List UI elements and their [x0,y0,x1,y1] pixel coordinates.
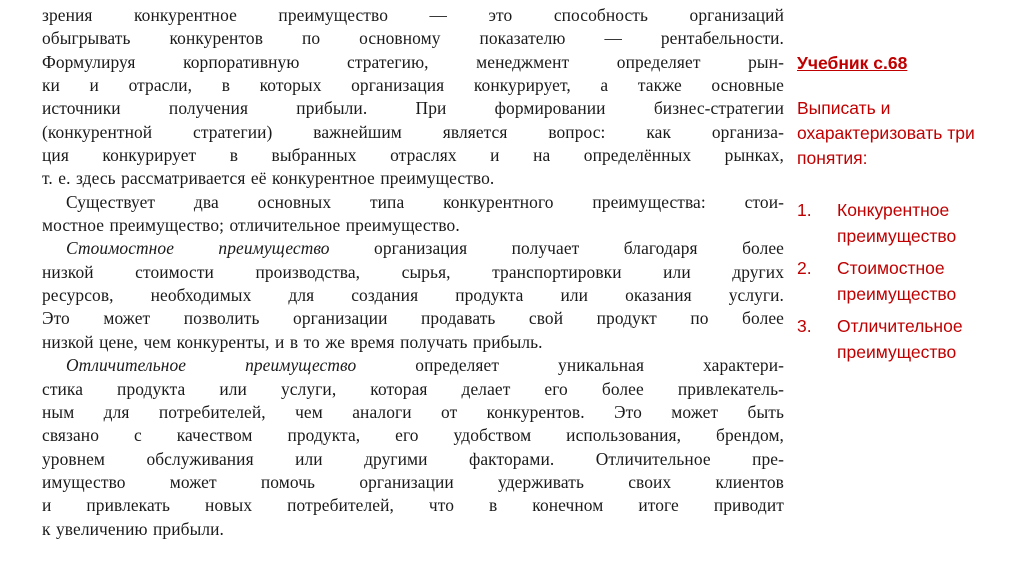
text-line [42,237,784,260]
text-line [42,51,784,74]
text-line [42,331,784,354]
textbook-excerpt [42,4,784,564]
text-line-content: низкой стоимости производства, сырья, транспортировки или других [42,261,784,282]
task-item [797,313,1017,365]
task-item-number: 3. [797,316,812,336]
task-item-label: Конкурентное преимущество [837,200,957,246]
text-line [42,261,784,284]
text-line-content: Формулируя корпоративную стратегию, менеджмент определяет рын- [42,51,784,72]
text-line [42,191,784,214]
text-line [42,97,784,120]
task-panel [797,52,1017,371]
text-line [42,354,784,377]
task-list [797,197,1017,365]
text-line [42,74,784,97]
text-line-content: уровнем обслуживания или другими факторами. Отличительное пре- [42,448,784,469]
task-item [797,255,1017,307]
italic-term: Стоимостное преимущество [66,238,330,259]
task-item-number: 1. [797,200,812,220]
text-line-content: и привлекать новых потребителей, что в конечном итоге приводит [42,495,784,516]
task-instruction: Выписать и охарактеризовать три понятия: [797,98,975,168]
task-item [797,197,1017,249]
task-item-label: Отличительное преимущество [837,316,963,362]
task-item-label: Стоимостное преимущество [837,258,957,304]
text-line-content: связано с качеством продукта, его удобством использования, брендом, [42,425,784,446]
text-line-content: Это может позволить организации продавать свой продукт по более [42,308,784,329]
text-line-content: зрения конкурентное преимущество — это способность организаций [42,5,784,25]
text-line [42,518,784,541]
text-line [42,144,784,167]
text-line-content: ным для потребителей, чем аналоги от конкурентов. Это может быть [42,401,784,422]
text-line-content: к увеличению прибыли. [42,518,224,539]
text-line-content: (конкурентной стратегии) важнейшим является вопрос: как организа- [42,121,784,142]
text-line [42,284,784,307]
text-line-content: Существует два основных типа конкурентного преимущества: стои- [66,191,784,212]
text-line-content: низкой цене, чем конкуренты, и в то же время получать прибыль. [42,331,543,352]
text-line [42,27,784,50]
text-line [42,378,784,401]
text-line-content: ресурсов, необходимых для создания продукта или оказания услуги. [42,285,784,306]
text-line [42,4,784,27]
text-line-content: источники получения прибыли. При формировании бизнес-стратегии [42,98,784,119]
text-line [42,121,784,144]
text-line-content: имущество может помочь организации удерживать своих клиентов [42,471,784,492]
text-line [42,494,784,517]
text-line [42,448,784,471]
italic-term: Отличительное преимущество [66,355,357,376]
text-line-content: определяет уникальная характери- [356,355,784,376]
text-line-content: обыгрывать конкурентов по основному показателю — рентабельности. [42,28,784,49]
text-line [42,214,784,237]
text-line [42,471,784,494]
text-line-content: ция конкурирует в выбранных отраслях и на определённых рынках, [42,145,784,166]
text-line-content: организация получает благодаря более [329,238,784,259]
text-line-content: мостное преимущество; отличительное преимущество. [42,215,460,236]
text-line [42,307,784,330]
text-line-content: стика продукта или услуги, которая делает его более привлекатель- [42,378,784,399]
text-line [42,401,784,424]
text-line [42,167,784,190]
task-item-number: 2. [797,258,812,278]
text-line [42,424,784,447]
text-line-content: ки и отрасли, в которых организация конкурирует, а также основные [42,75,784,96]
text-line-content: т. е. здесь рассматривается её конкурентное преимущество. [42,168,495,189]
task-title: Учебник с.68 [797,53,908,73]
